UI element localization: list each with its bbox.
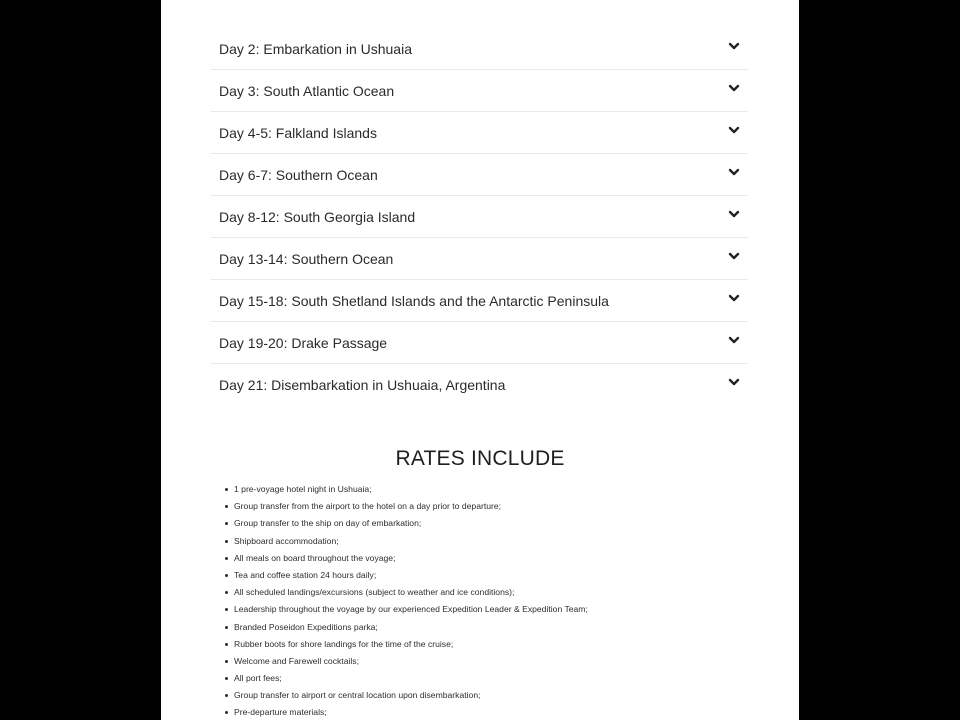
list-item — [225, 550, 588, 567]
list-item — [225, 653, 588, 670]
chevron-down-icon[interactable] — [728, 251, 740, 261]
bullet-icon — [225, 574, 228, 577]
chevron-down-icon[interactable] — [728, 167, 740, 177]
bullet-icon — [225, 522, 228, 525]
list-item-text: Leadership throughout the voyage by our experienced Expedition Leader & Expedition Team; — [234, 604, 588, 615]
list-item — [225, 619, 588, 636]
bullet-icon — [225, 660, 228, 663]
accordion-item-day-13-14[interactable] — [211, 238, 748, 280]
itinerary-accordion — [211, 28, 748, 406]
list-item-text: Group transfer to the ship on day of embarkation; — [234, 518, 422, 529]
rates-include-heading: RATES INCLUDE — [395, 447, 565, 470]
list-item — [225, 498, 588, 515]
chevron-down-icon[interactable] — [728, 83, 740, 93]
bullet-icon — [225, 540, 228, 543]
chevron-down-icon[interactable] — [728, 125, 740, 135]
list-item-text: Welcome and Farewell cocktails; — [234, 655, 359, 666]
chevron-down-icon[interactable] — [728, 335, 740, 345]
list-item-text: Branded Poseidon Expeditions parka; — [234, 621, 378, 632]
accordion-item-day-8-12[interactable] — [211, 196, 748, 238]
bullet-icon — [225, 677, 228, 680]
list-item — [225, 687, 588, 704]
chevron-down-icon[interactable] — [728, 293, 740, 303]
accordion-item-day-2[interactable] — [211, 28, 748, 70]
bullet-icon — [225, 643, 228, 646]
bullet-icon — [225, 711, 228, 714]
chevron-down-icon[interactable] — [728, 209, 740, 219]
list-item-text: All port fees; — [234, 673, 282, 684]
bullet-icon — [225, 608, 228, 611]
bullet-icon — [225, 557, 228, 560]
chevron-down-icon[interactable] — [728, 41, 740, 51]
list-item — [225, 584, 588, 601]
accordion-item-label: Day 6-7: Southern Ocean — [219, 167, 378, 183]
accordion-item-label: Day 2: Embarkation in Ushuaia — [219, 41, 412, 57]
page-content — [161, 0, 799, 720]
list-item — [225, 601, 588, 618]
bullet-icon — [225, 591, 228, 594]
list-item-text: Rubber boots for shore landings for the time of the cruise; — [234, 638, 454, 649]
list-item — [225, 670, 588, 687]
list-item-text: All scheduled landings/excursions (subject to weather and ice conditions); — [234, 587, 515, 598]
list-item-text: Group transfer from the airport to the hotel on a day prior to departure; — [234, 501, 502, 512]
list-item — [225, 567, 588, 584]
accordion-item-day-6-7[interactable] — [211, 154, 748, 196]
accordion-item-day-4-5[interactable] — [211, 112, 748, 154]
accordion-item-label: Day 19-20: Drake Passage — [219, 335, 388, 351]
list-item-text: Tea and coffee station 24 hours daily; — [234, 569, 377, 580]
bullet-icon — [225, 694, 228, 697]
list-item — [225, 533, 588, 550]
list-item — [225, 481, 588, 498]
list-item — [225, 704, 588, 720]
accordion-item-day-19-20[interactable] — [211, 322, 748, 364]
list-item-text: 1 pre-voyage hotel night in Ushuaia; — [234, 484, 372, 494]
list-item — [225, 636, 588, 653]
list-item — [225, 515, 588, 532]
bullet-icon — [225, 488, 228, 491]
accordion-item-day-15-18[interactable] — [211, 280, 748, 322]
accordion-item-label: Day 3: South Atlantic Ocean — [219, 83, 395, 99]
accordion-item-day-3[interactable] — [211, 70, 748, 112]
rates-include-list — [225, 481, 588, 720]
accordion-item-label: Day 21: Disembarkation in Ushuaia, Argentina — [219, 377, 506, 393]
list-item-text: Shipboard accommodation; — [234, 535, 339, 546]
accordion-item-label: Day 8-12: South Georgia Island — [219, 209, 416, 225]
accordion-item-label: Day 15-18: South Shetland Islands and the Antarctic Peninsula — [219, 293, 609, 309]
accordion-item-label: Day 4-5: Falkland Islands — [219, 125, 377, 141]
list-item-text: All meals on board throughout the voyage; — [234, 552, 396, 563]
bullet-icon — [225, 505, 228, 508]
bullet-icon — [225, 626, 228, 629]
accordion-item-day-21[interactable] — [211, 364, 748, 406]
accordion-item-label: Day 13-14: Southern Ocean — [219, 251, 394, 267]
list-item-text: Group transfer to airport or central location upon disembarkation; — [234, 690, 481, 701]
list-item-text: Pre-departure materials; — [234, 707, 327, 718]
chevron-down-icon[interactable] — [728, 377, 740, 387]
